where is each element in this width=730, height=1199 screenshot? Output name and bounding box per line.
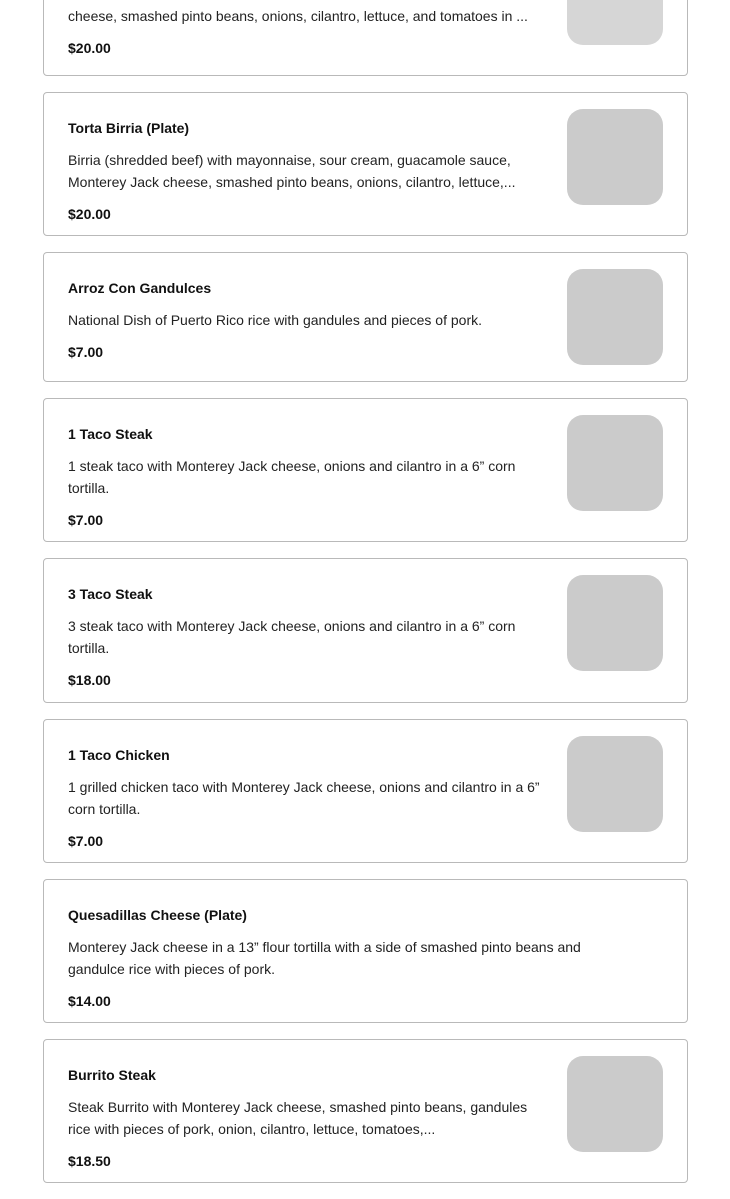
- menu-item[interactable]: [43, 92, 688, 236]
- menu-item-name: 1 Taco Chicken: [68, 747, 170, 763]
- menu-item-description: 1 steak taco with Monterey Jack cheese, onions and cilantro in a 6” corn tortilla.: [68, 458, 516, 496]
- menu-item-price: $14.00: [68, 993, 111, 1009]
- menu-item-name: Arroz Con Gandulces: [68, 280, 212, 296]
- menu-item-name: 1 Taco Steak: [68, 426, 153, 442]
- menu-item-image-placeholder: [567, 269, 663, 365]
- menu-item-name: Burrito Steak: [68, 1067, 156, 1083]
- menu-item[interactable]: [43, 252, 688, 382]
- menu-item-image-placeholder: [567, 736, 663, 832]
- menu-item-price: $18.50: [68, 1153, 111, 1169]
- menu-item-price: $7.00: [68, 344, 104, 360]
- menu-item-description: cheese, smashed pinto beans, onions, cilantro, lettuce, and tomatoes in ...: [68, 8, 528, 24]
- menu-item[interactable]: [43, 719, 688, 863]
- menu-item-image-placeholder: [567, 109, 663, 205]
- menu-item-price: $20.00: [68, 206, 111, 222]
- menu-item-name: 3 Taco Steak: [68, 586, 153, 602]
- menu-item-description: 3 steak taco with Monterey Jack cheese, onions and cilantro in a 6” corn tortilla.: [68, 618, 516, 656]
- menu-item-description: 1 grilled chicken taco with Monterey Jack cheese, onions and cilantro in a 6” corn tortilla.: [68, 779, 540, 817]
- menu-item[interactable]: [43, 1039, 688, 1183]
- menu-item-description: National Dish of Puerto Rico rice with gandules and pieces of pork.: [68, 312, 482, 328]
- menu-item[interactable]: [43, 398, 688, 542]
- menu-item[interactable]: [43, 879, 688, 1023]
- menu-item-image-placeholder: [567, 415, 663, 511]
- menu-item-description: Monterey Jack cheese in a 13” flour tortilla with a side of smashed pinto beans and gandulce rice with pieces of pork.: [68, 939, 581, 977]
- menu-item-description: Steak Burrito with Monterey Jack cheese, smashed pinto beans, gandules rice with pieces of pork, onion, cilantro, lettuce, tomatoes,...: [68, 1099, 528, 1137]
- menu-item-image-placeholder: [567, 0, 663, 45]
- menu-item-list: [43, 0, 688, 1199]
- menu-item[interactable]: [43, 558, 688, 703]
- menu-item-image-placeholder: [567, 1056, 663, 1152]
- menu-item-price: $18.00: [68, 672, 111, 688]
- menu-item-name: Quesadillas Cheese (Plate): [68, 907, 247, 923]
- menu-item-price: $7.00: [68, 833, 104, 849]
- menu-item-name: Torta Birria (Plate): [68, 120, 190, 136]
- menu-item-image-placeholder: [567, 575, 663, 671]
- menu-item-price: $20.00: [68, 40, 111, 56]
- menu-item[interactable]: [43, 0, 688, 76]
- menu-item-price: $7.00: [68, 512, 104, 528]
- menu-item-description: Birria (shredded beef) with mayonnaise, sour cream, guacamole sauce, Monterey Jack cheese, smashed pinto beans, onions, cilantro, lettuce,...: [68, 152, 516, 190]
